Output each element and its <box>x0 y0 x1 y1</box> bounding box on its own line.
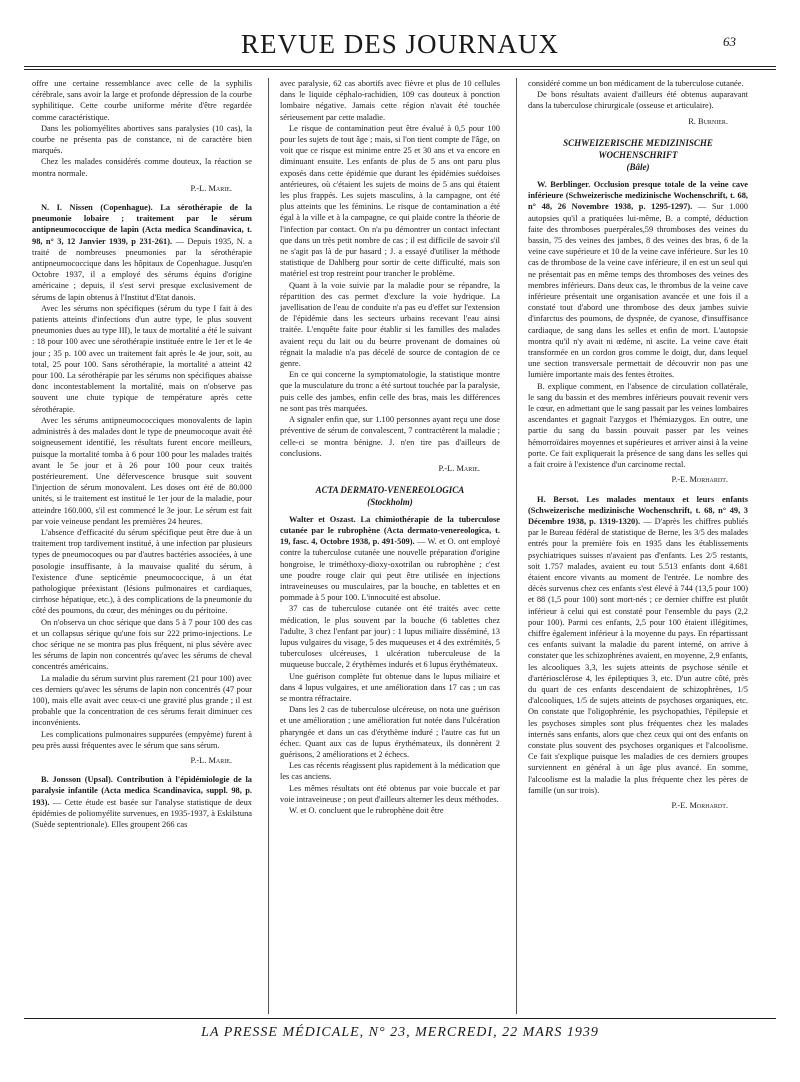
article-title: B. Jonsson (Upsal). Contribution à l'épidémiologie de la paralysie infantile (Acta medica Scandinavica, suppl. 98, p. 193). <box>32 775 252 807</box>
article-title: W. Berblinger. Occlusion presque totale de la veine cave inférieure (Schweizerische medizinische Wochenschrift, t. 68, n° 48, 26 Novembre 1938, p. 1295-1297). <box>528 180 748 212</box>
journal-section-title: REVUE DES JOURNAUX <box>240 29 559 59</box>
column-divider <box>516 78 517 1014</box>
article-bersot <box>528 494 748 796</box>
paragraph: On n'observa un choc sérique que dans 5 à 7 pour 100 des cas et un collapsus sérique qu'une fois sur 222 primo-injections. Le choc sérique ne se montra pas plus fréquent, ni plus sévère avec les sérums de lapin non concentrés qu'avec les sérums de cheval concentrés américains. <box>32 617 252 672</box>
paragraph: Dans les 2 cas de tuberculose ulcéreuse, on nota une guérison et une amélioration ; une amélioration fut notée dans l'ulcération pharyngée et dans un cas d'érythème induré ; l'autre cas fut un échec. Quant aux cas de lupus érythémateux, ils donnèrent 2 guérisons, 2 améliorations et 2 échecs. <box>280 705 500 760</box>
journal-city: (Bâle) <box>626 161 650 172</box>
article-title: Walter et Oszast. La chimiothérapie de la tuberculose cutanée par le rubrophène (Acta dermato-venereologica, t. 19, fasc. 4, Octobre 1938, p. 491-509). <box>280 514 500 547</box>
paragraph: Les cas récents réagissent plus rapidement à la médication que les cas anciens. <box>280 761 500 782</box>
column-divider <box>268 78 269 1014</box>
paragraph: — Depuis 1935, N. a traité de nombreuses pneumonies par la sérothérapie antipneumococcique dans les hôpitaux de Copenhague. Jusqu'en Octobre 1937, il a employé des sérums équins d'origine américaine ; depuis, il s'est servi presque exclusivement de sérums de lapin obtenus à l'Institut d'Etat danois. <box>32 236 252 302</box>
publication-line: LA PRESSE MÉDICALE, N° 23, MERCREDI, 22 MARS 1939 <box>201 1025 599 1040</box>
paragraph: En ce qui concerne la symptomatologie, la statistique montre que la musculature du tronc a été surtout touchée par la paralysie, puis celle des jambes, enfin celle des bras, mais les différences ne sont pas très marquées. <box>280 370 500 413</box>
column-2 <box>280 78 500 1014</box>
column-1 <box>32 78 252 1014</box>
paragraph: B. explique comment, en l'absence de circulation collatérale, le sang du bassin et des membres inférieurs pouvait revenir vers le cœur, en admettant que le sang passait par les veines lombaires ascendantes et gagnait l'azygos et l'hémiazygos. En outre, une partie du sang du bassin pouvait passer par les veines hémorroïdaires moyennes et supérieures et arriver ainsi à la veine porte. Ce fait expliquerait la présence de sang dans les selles qui a fait croire à l'existence d'un carcinome rectal. <box>528 381 748 470</box>
article-walter-oszast <box>280 514 500 604</box>
paragraph: Avec les sérums antipneumococciques monovalents de lapin administrés à des malades dont le type de pneumocoque avait été soigneusement identifié, les résultats furent encore meilleurs, puisque la mortalité tomba à 6 pour 100 pour les malades traités avant le 5e jour et à 26 pour 100 pour ceux traités postérieurement. Une défervescence brusque suit souvent l'injection de sérum monovalent. Les doses ont été de 80.000 unités, si le traitement est institué le 1er jour de la maladie, pour atteindre 160.000, s'il est commencé le 3e jour. Le sérum est fait par voie veineuse pendant les premières 24 heures. <box>32 415 252 526</box>
article-title: H. Bersot. Les malades mentaux et leurs enfants (Schweizerische medizinische Wochenschrift, t. 68, n° 49, 3 Décembre 1938, p. 1319-1320). <box>528 494 748 526</box>
footer-divider <box>24 1018 776 1019</box>
page-header <box>24 28 776 64</box>
paragraph: La maladie du sérum survint plus rarement (21 pour 100) avec ces derniers qu'avec les sérums de lapin non concentrés (47 pour 100), mais elle avait avec ceux-ci une gravité plus grande ; il est probable que la concentration de ces sérums ferait diminuer ces inconvénients. <box>32 673 252 728</box>
paragraph: W. et O. concluent que le rubrophène doit être <box>289 806 444 816</box>
paragraph: 37 cas de tuberculose cutanée ont été traités avec cette médication, le plus souvent par la bouche (6 tablettes chez l'adulte, 3 chez l'enfant par jour) : 1 lupus miliaire disséminé, 13 lupus vulgaires du visage, 5 des muqueuses et 4 des extrémités, 5 tuberculoses ulcéreuses, 1 ulcération tuberculeuse de la muqueuse buccale, 2 érythèmes indurés et 6 lupus érythémateux. <box>280 604 500 670</box>
paragraph: Dans les poliomyélites abortives sans paralysies (10 cas), la courbe ne présenta pas de constance, ni de caractère bien marqués. <box>32 123 252 156</box>
page-footer <box>24 1018 776 1048</box>
author-signature: P.-L. Marie. <box>190 755 232 765</box>
paragraph: considéré comme un bon médicament de la tuberculose cutanée. <box>528 79 744 88</box>
paragraph: — Sur 1.000 autopsies qu'il a pratiquées lui-même, B. a compté, déduction faite des thromboses puerpérales,59 thromboses des veines du bassin, 75 des veines des jambes, 8 des veines des bras, 6 de la veine cave supérieure et 10 de la veine cave inférieure. Sur les 10 cas de thrombose de la veine cave inférieure, il en est un seul qui ne présentait pas en même temps des thromboses des veines des membres inférieurs. Dans deux cas, le thrombus de la veine cave inférieure présentait une organisation avancée et une fois il a constaté tout d'abord une thrombose des deux jambes suivie d'infarctus des poumons, de dyspnée, de cyanose, d'insuffisance cardiaque, de sang dans les selles et enfin de mort. L'autopsie montra qu'il n'y avait ni œdème, ni ascite. La veine cave était transformée en un cordon gros comme le doigt, dur, dans lequel une section transversale permettait de découvrir non pas une lumière importante mais des fentes étroites. <box>528 202 748 380</box>
page-number: 63 <box>723 34 736 49</box>
article-nissen <box>32 202 252 303</box>
paragraph: Quant à la voie suivie par la maladie pour se répandre, la répartition des cas permet d'exclure la voie hydrique. La javellisation de l'eau de conduite n'a pas eu d'effet sur l'extension de l'épidémie dans les secteurs urbains recevant l'eau ainsi traitée. L'enquête faite pour établir si les familles des malades avaient reçu du lait ou du beurre provenant de domaines où régnait la maladie n'a pas décelé de source de contagion de ce genre. <box>280 280 500 369</box>
paragraph: — Cette étude est basée sur l'analyse statistique de deux épidémies de poliomyélite survenues, en 1935-1937, à Eskilstuna (Suède septentrionale). Elles groupent 266 cas <box>32 797 252 829</box>
author-signature: P.-L. Marie. <box>190 183 232 193</box>
paragraph: Une guérison complète fut obtenue dans le lupus miliaire et dans 4 lupus vulgaires, et une amélioration dans 17 cas ; un cas se montra réfractaire. <box>280 671 500 704</box>
paragraph: Chez les malades considérés comme douteux, la réaction se montra normale. <box>32 157 252 178</box>
journal-heading: ACTA DERMATO-VENEREOLOGICA <box>315 485 465 496</box>
journal-city: (Stockholm) <box>367 496 413 507</box>
journal-heading: SCHWEIZERISCHE MEDIZINISCHE WOCHENSCHRIFT <box>563 137 713 161</box>
author-signature: R. Burnier. <box>688 116 728 126</box>
column-3 <box>528 78 748 1014</box>
author-signature: P.-E. Morhardt. <box>671 800 728 810</box>
paragraph: avec paralysie, 62 cas abortifs avec fièvre et plus de 10 cellules dans le liquide céphalo-rachidien, 109 cas douteux à ponction lombaire négative. Jamais cette région n'avait été touchée sérieusement par cette maladie. <box>280 79 500 122</box>
article-title: N. I. Nissen (Copenhague). La sérothérapie de la pneumonie lobaire ; traitement par le sérum antipneumococcique de lapin (Acta medica Scandinavica, t. 98, n° 3, 12 Janvier 1939, p 231-261). <box>32 203 252 246</box>
header-divider <box>24 66 776 70</box>
paragraph: — W. et O. ont employé contre la tuberculose cutanée une nouvelle préparation d'origine hongroise, le triméthoxy-dioxy-oxotrilan ou rubrophène ; c'est une poudre rouge clair qui peut être utilisée en injections intraveineuses ou musculaires, par la bouche, en tablettes et en pommade à 5 pour 100. L'innocuité est absolue. <box>280 537 500 603</box>
paragraph: offre une certaine ressemblance avec celle de la syphilis cérébrale, sans avoir la large et profonde dépression de la courbe syphilitique. Cette courbe uniforme mérite d'être regardée comme caractéristique. <box>32 79 252 122</box>
author-signature: P.-L. Marie. <box>438 463 480 473</box>
paragraph: L'absence d'efficacité du sérum spécifique peut être due à un traitement trop tardivement institué, à une infection par plusieurs types de pneumocoques ou par d'autres bactéries associées, à une posologie insuffisante, à la mauvaise qualité du sérum, à l'existence d'une septicémie pneumococcique, à un état pathologique préexistant (lésions pulmonaires et cardiaques, cirrhose hépatique, etc.), à des complications de la pneumonie du côté des poumons, du cœur, des méninges ou du péritoine. <box>32 527 252 616</box>
article-berblinger <box>528 179 748 381</box>
paragraph: Le risque de contamination peut être évalué à 0,5 pour 100 pour les sujets de tout âge ; mais, si l'on tient compte de l'âge, on voit que ce risque est minime entre 25 et 30 ans et va encore en diminuant ensuite. Les enfants de plus de 5 ans ont paru plus exposés dans cette épidémie que durant les épidémies suédoises antérieures, où c'étaient les sujets de moins de 5 ans qui étaient les plus frappés. Les sujets masculins, à la campagne, ont été plus atteints que les féminins. Le risque de contamination a été égal à la ville et à la campagne, ce qui plaide contre la théorie de l'infection par contact. On n'a pu démontrer un contact infectant que dans un très petit nombre de cas ; il est difficile de savoir s'il ne s'agit pas là de pur hasard ; J. a essayé d'utiliser la méthode statistique de Dahlberg pour sortir de cette difficulté, mais son matériel est trop restreint pour trancher le problème. <box>280 123 500 279</box>
paragraph: — D'après les chiffres publiés par le Bureau fédéral de statistique de Berne, les 3/5 des malades entrés pour la première fois en 1935 dans les établissements psychiatriques suisses n'avaient pas d'enfants. Les 2/5 restants, soit 1.757 malades, avaient eu tout 5.513 enfants dont 4.681 étaient encore vivants au moment de l'entrée. Le nombre des décès survenus chez ces enfants s'est élevé à 744 (13,5 pour 100) et 88 (1,5 pour 100) sont mort-nés ; ce dernier chiffre est plutôt inférieur à celui qui est constaté pour l'ensemble du pays (2,2 pour 100). Parmi ces enfants, 2,5 pour 100 étaient illégitimes, chiffre également inférieur à la moyenne du pays. En répartissant ces enfants suivant la maladie du parent interné, on arrive à constater que les schizophrènes avaient, en moyenne, 2,9 enfants, les alcooliques 3,3, les sujets atteints de psychose sénile et d'artériosclérose 4, les épileptiques 3, etc. D'un autre côté, près du quart de ces enfants descendaient de schizophrènes, 1/5 d'alcooliques, 1/5 de sujets atteints de psychoses organiques, etc. On constate que l'oligophrénie, les psychopathies, l'épilepsie et les psychoses simples sont plus fréquentes chez les malades internés sans enfants, alors que chez ceux qui ont des enfants on constate plus souvent des psychoses organiques et l'alcoolisme. Ce fait s'explique puisque les maladies de ces derniers groupes surviennent en général à un âge plus avancé. En somme, l'alcoolisme est la maladie la plus fréquente chez les pères de famille (un sur trois). <box>528 516 748 795</box>
paragraph: De bons résultats avaient d'ailleurs été obtenus auparavant dans la tuberculose chirurgicale (osseuse et articulaire). <box>528 90 748 111</box>
article-columns <box>32 78 768 1014</box>
paragraph: Les complications pulmonaires suppurées (empyème) furent à peu près aussi fréquentes avec le sérum que sans sérum. <box>32 729 252 750</box>
paragraph: Avec les sérums non spécifiques (sérum du type I fait à des patients atteints d'infections d'un autre type, le plus souvent pneumonies dues au type III), le taux de mortalité a été le suivant : 18 pour 100 avec une sérothérapie instituée entre le 1er et le 4e jour ; 35 p. 100 avec un traitement fait après le 4e jour, soit, au total, 25 pour 100. Sans sérothérapie, la mortalité a atteint 42 pour 100. La sérothérapie par les sérums non spécifiques abaisse donc incontestablement la mortalité, mais on n'observe pas souvent une chute typique de température après cette sérothérapie. <box>32 303 252 414</box>
paragraph: A signaler enfin que, sur 1.100 personnes ayant reçu une dose préventive de sérum de convalescent, 7 contractèrent la maladie ; celle-ci se montra bénigne. J. n'en tire pas d'ailleurs de conclusions. <box>280 415 500 458</box>
paragraph: Les mêmes résultats ont été obtenus par voie buccale et par voie intraveineuse ; on peut d'ailleurs alterner les deux méthodes. <box>280 783 500 804</box>
article-jonsson <box>32 774 252 830</box>
author-signature: P.-E. Morhardt. <box>671 475 728 485</box>
